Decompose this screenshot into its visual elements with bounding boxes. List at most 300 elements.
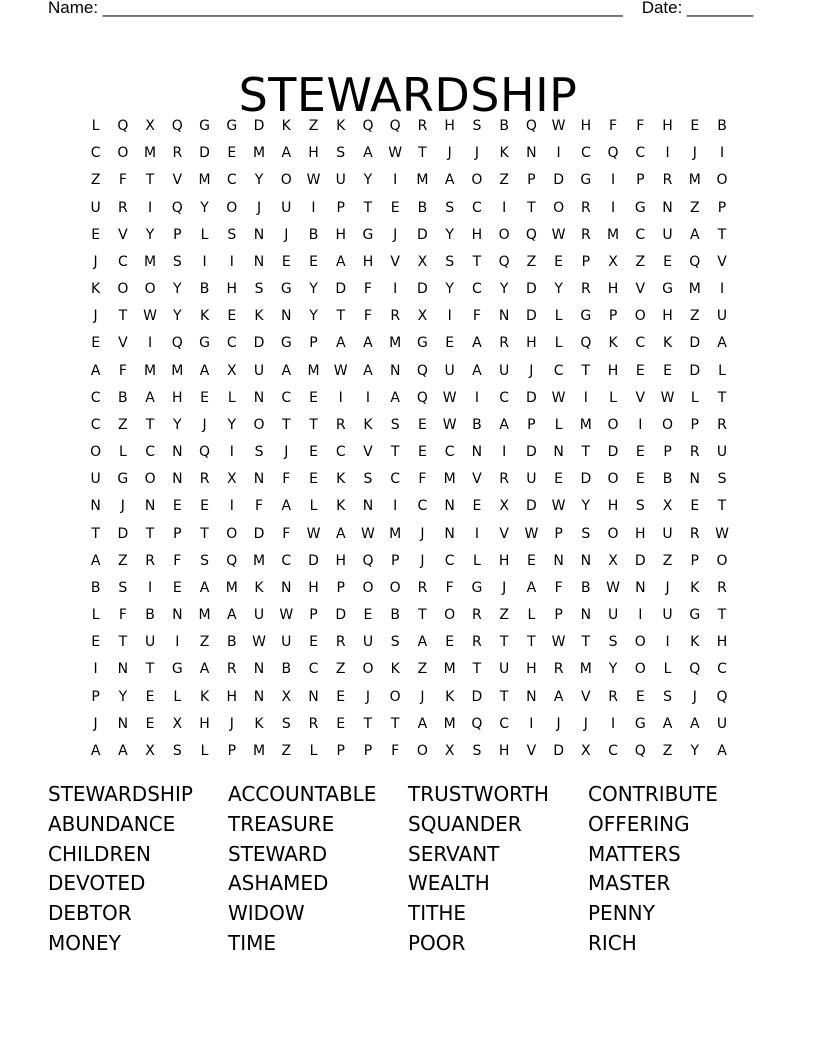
grid-letter: T <box>717 226 727 243</box>
grid-letter: J <box>692 688 697 705</box>
grid-letter: T <box>309 416 318 433</box>
grid-letter: Y <box>445 226 454 243</box>
grid-letter: O <box>117 281 129 298</box>
grid-letter: S <box>172 253 182 270</box>
grid-letter: U <box>716 308 728 325</box>
grid-row <box>82 412 736 439</box>
grid-letter: Z <box>526 253 537 270</box>
grid-letter: D <box>117 525 129 542</box>
grid-letter: H <box>335 552 346 569</box>
grid-letter: A <box>118 742 128 759</box>
grid-row <box>82 711 736 738</box>
grid-row <box>82 303 736 330</box>
grid-letter: L <box>554 308 563 325</box>
grid-letter: O <box>716 552 728 569</box>
grid-letter: E <box>635 362 645 379</box>
grid-letter: F <box>118 362 127 379</box>
grid-letter: N <box>117 661 129 678</box>
grid-letter: C <box>90 389 101 406</box>
grid-letter: U <box>662 226 673 243</box>
grid-letter: T <box>581 362 591 379</box>
grid-letter: E <box>227 308 237 325</box>
grid-letter: D <box>253 525 265 542</box>
grid-letter: G <box>634 715 646 732</box>
grid-letter: O <box>226 525 238 542</box>
grid-letter: L <box>527 607 536 624</box>
word-bank-item: DEVOTED <box>48 871 146 896</box>
grid-letter: T <box>390 715 400 732</box>
grid-letter: M <box>144 253 157 270</box>
grid-letter: N <box>389 362 401 379</box>
grid-letter: X <box>281 688 292 705</box>
grid-letter: X <box>662 498 673 515</box>
grid-letter: B <box>118 389 128 406</box>
grid-letter: E <box>663 253 672 270</box>
grid-letter: I <box>474 389 479 406</box>
grid-letter: M <box>225 579 238 596</box>
grid-letter: C <box>417 498 428 515</box>
grid-letter: K <box>690 634 700 651</box>
grid-letter: C <box>117 253 128 270</box>
grid-letter: Y <box>145 226 155 243</box>
grid-letter: N <box>253 661 265 678</box>
grid-letter: I <box>393 281 398 298</box>
grid-letter: U <box>716 715 728 732</box>
grid-letter: P <box>717 199 727 216</box>
grid-letter: L <box>227 389 236 406</box>
grid-letter: Q <box>525 118 537 134</box>
grid-letter: N <box>580 552 592 569</box>
grid-letter: P <box>336 199 345 216</box>
grid-letter: W <box>660 389 675 406</box>
grid-letter: D <box>471 688 483 705</box>
word-bank-item: STEWARD <box>228 841 328 866</box>
grid-letter: E <box>91 226 101 243</box>
grid-letter: V <box>172 172 183 189</box>
grid-letter: R <box>199 471 210 488</box>
grid-row <box>82 629 736 656</box>
grid-letter: S <box>254 281 264 298</box>
grid-letter: H <box>662 308 673 325</box>
grid-letter: A <box>281 362 292 379</box>
grid-letter: N <box>172 444 183 461</box>
grid-row <box>82 521 736 548</box>
grid-letter: Y <box>499 281 509 298</box>
grid-letter: I <box>611 715 616 732</box>
grid-letter: R <box>580 281 591 298</box>
grid-letter: R <box>308 715 319 732</box>
grid-letter: U <box>526 471 537 488</box>
grid-letter: N <box>172 471 183 488</box>
grid-letter: A <box>717 742 727 759</box>
grid-letter: E <box>309 444 318 461</box>
grid-letter: V <box>390 253 400 270</box>
grid-letter: E <box>309 253 318 270</box>
grid-row <box>82 113 736 140</box>
grid-letter: B <box>145 607 155 624</box>
grid-letter: I <box>148 199 153 216</box>
grid-letter: M <box>252 742 266 759</box>
grid-letter: K <box>199 308 210 325</box>
grid-letter: D <box>634 552 646 569</box>
grid-letter: Y <box>254 172 264 189</box>
grid-letter: N <box>362 498 374 515</box>
grid-letter: P <box>581 253 591 270</box>
grid-letter: O <box>253 416 265 433</box>
grid-letter: Z <box>417 661 428 678</box>
grid-letter: P <box>554 607 563 624</box>
grid-letter: H <box>662 118 673 134</box>
grid-row <box>82 276 736 303</box>
grid-letter: I <box>148 335 153 352</box>
grid-letter: M <box>607 226 620 243</box>
grid-letter: I <box>665 634 670 651</box>
grid-letter: E <box>281 253 291 270</box>
grid-letter: O <box>716 172 728 189</box>
grid-letter: J <box>393 226 398 243</box>
grid-letter: C <box>635 145 646 162</box>
grid-letter: R <box>117 199 128 216</box>
grid-letter: E <box>200 498 209 515</box>
grid-letter: D <box>580 471 592 488</box>
grid-letter: P <box>91 688 100 705</box>
grid-letter: T <box>499 688 509 705</box>
grid-letter: D <box>199 145 210 162</box>
grid-letter: T <box>118 308 128 325</box>
puzzle-title: STEWARDSHIP <box>238 67 578 122</box>
grid-letter: R <box>499 335 509 352</box>
grid-letter: K <box>254 579 264 596</box>
grid-letter: L <box>554 335 563 352</box>
grid-letter: I <box>719 281 725 298</box>
grid-letter: C <box>390 471 401 488</box>
grid-letter: I <box>502 444 507 461</box>
grid-letter: D <box>607 444 619 461</box>
grid-letter: P <box>309 607 318 624</box>
grid-letter: J <box>284 226 289 243</box>
grid-letter: Y <box>608 661 618 678</box>
grid-row <box>82 358 736 385</box>
grid-letter: Q <box>117 118 129 134</box>
grid-letter: S <box>281 715 291 732</box>
grid-letter: N <box>662 199 673 216</box>
grid-letter: P <box>309 335 318 352</box>
grid-letter: R <box>499 471 509 488</box>
word-bank-item: CHILDREN <box>48 841 151 866</box>
grid-letter: S <box>390 634 400 651</box>
grid-letter: B <box>90 579 101 596</box>
grid-letter: K <box>662 335 673 352</box>
grid-letter: U <box>281 634 292 651</box>
grid-letter: S <box>336 145 346 162</box>
grid-letter: W <box>442 389 457 406</box>
grid-letter: Y <box>309 308 318 325</box>
grid-letter: R <box>417 579 428 596</box>
grid-letter: N <box>444 525 455 542</box>
grid-row <box>82 575 736 602</box>
grid-letter: T <box>717 607 727 624</box>
grid-letter: K <box>336 498 346 515</box>
grid-letter: E <box>690 118 700 134</box>
grid-letter: F <box>391 742 400 759</box>
grid-letter: P <box>690 552 699 569</box>
grid-letter: G <box>362 226 374 243</box>
grid-letter: I <box>719 145 725 162</box>
grid-letter: F <box>554 579 563 596</box>
grid-letter: I <box>638 607 643 624</box>
grid-letter: S <box>472 118 482 134</box>
grid-letter: F <box>118 172 127 189</box>
grid-letter: A <box>417 715 428 732</box>
grid-letter: M <box>579 416 592 433</box>
grid-row <box>82 548 736 575</box>
grid-letter: Q <box>498 253 510 270</box>
grid-letter: P <box>336 742 345 759</box>
grid-letter: C <box>472 199 482 216</box>
grid-letter: F <box>173 552 182 569</box>
grid-letter: J <box>692 145 697 162</box>
grid-letter: S <box>663 688 672 705</box>
grid-letter: H <box>471 226 483 243</box>
grid-letter: D <box>253 118 265 134</box>
grid-letter: P <box>527 416 536 433</box>
grid-letter: K <box>281 118 291 134</box>
grid-letter: I <box>638 416 643 433</box>
grid-letter: Q <box>226 552 238 569</box>
grid-row <box>82 602 736 629</box>
grid-letter: W <box>606 579 620 596</box>
grid-letter: T <box>145 661 155 678</box>
grid-letter: G <box>280 335 292 352</box>
grid-letter: U <box>499 362 510 379</box>
grid-letter: C <box>226 335 237 352</box>
word-bank-item: WIDOW <box>228 901 305 926</box>
grid-letter: G <box>662 281 673 298</box>
grid-letter: Q <box>689 253 701 270</box>
grid-letter: C <box>281 552 292 569</box>
grid-letter: Z <box>118 416 128 433</box>
grid-letter: Q <box>416 389 428 406</box>
grid-letter: F <box>472 308 481 325</box>
grid-letter: E <box>663 362 672 379</box>
grid-letter: M <box>144 362 157 379</box>
grid-letter: R <box>172 145 183 162</box>
grid-letter: H <box>526 335 537 352</box>
grid-letter: Q <box>580 335 592 352</box>
grid-letter: G <box>580 172 592 189</box>
word-bank-item: MASTER <box>588 871 671 896</box>
grid-letter: W <box>551 498 566 515</box>
grid-letter: Z <box>689 199 700 216</box>
grid-letter: W <box>551 389 566 406</box>
grid-letter: S <box>635 498 645 515</box>
grid-letter: H <box>607 498 619 515</box>
grid-letter: U <box>362 634 374 651</box>
grid-letter: R <box>717 416 727 433</box>
grid-row <box>82 195 736 222</box>
grid-letter: C <box>444 552 455 569</box>
grid-letter: O <box>280 172 292 189</box>
grid-letter: C <box>145 444 155 461</box>
grid-letter: L <box>200 226 209 243</box>
grid-letter: E <box>145 688 155 705</box>
grid-letter: S <box>172 742 182 759</box>
grid-letter: C <box>335 444 346 461</box>
grid-letter: K <box>499 145 509 162</box>
grid-letter: W <box>306 172 321 189</box>
grid-letter: D <box>689 362 701 379</box>
grid-letter: Z <box>499 172 509 189</box>
grid-letter: L <box>91 607 100 624</box>
grid-letter: T <box>390 444 400 461</box>
grid-letter: M <box>416 172 429 189</box>
grid-letter: Z <box>689 308 700 325</box>
grid-letter: C <box>444 444 455 461</box>
grid-letter: R <box>608 688 618 705</box>
grid-letter: A <box>90 742 101 759</box>
grid-letter: H <box>635 525 646 542</box>
grid-letter: J <box>583 715 588 732</box>
grid-letter: M <box>307 362 320 379</box>
grid-letter: O <box>90 444 102 461</box>
grid-letter: K <box>254 308 264 325</box>
grid-letter: R <box>335 416 346 433</box>
grid-letter: J <box>420 552 425 569</box>
grid-letter: E <box>445 335 455 352</box>
grid-letter: W <box>551 226 566 243</box>
grid-letter: Q <box>634 742 646 759</box>
grid-letter: N <box>90 498 101 515</box>
grid-letter: A <box>363 362 373 379</box>
grid-letter: I <box>202 253 207 270</box>
grid-letter: Y <box>200 199 209 216</box>
grid-letter: M <box>688 281 701 298</box>
grid-letter: P <box>554 525 563 542</box>
grid-letter: W <box>551 634 566 651</box>
grid-letter: J <box>556 715 561 732</box>
grid-letter: B <box>417 199 428 216</box>
grid-letter: T <box>200 525 209 542</box>
grid-letter: L <box>609 389 617 406</box>
grid-letter: T <box>281 416 291 433</box>
grid-letter: M <box>389 335 402 352</box>
grid-letter: A <box>472 362 482 379</box>
grid-letter: N <box>526 145 537 162</box>
grid-row <box>82 249 736 276</box>
grid-letter: A <box>90 362 101 379</box>
grid-letter: K <box>91 281 101 298</box>
grid-letter: W <box>524 525 539 542</box>
grid-letter: G <box>117 471 129 488</box>
grid-letter: Q <box>199 444 211 461</box>
grid-letter: V <box>526 742 537 759</box>
grid-letter: T <box>145 172 155 189</box>
grid-letter: H <box>444 118 455 134</box>
grid-letter: W <box>715 525 729 542</box>
grid-letter: U <box>253 362 265 379</box>
grid-letter: O <box>226 199 238 216</box>
grid-letter: E <box>690 498 700 515</box>
grid-letter: T <box>717 498 727 515</box>
grid-letter: S <box>608 634 618 651</box>
grid-letter: S <box>717 471 727 488</box>
grid-letter: E <box>418 444 427 461</box>
grid-letter: I <box>148 579 153 596</box>
grid-letter: P <box>173 226 182 243</box>
grid-letter: M <box>389 525 402 542</box>
grid-letter: P <box>663 444 672 461</box>
grid-letter: X <box>444 742 455 759</box>
grid-letter: C <box>580 145 591 162</box>
grid-letter: P <box>690 416 699 433</box>
grid-letter: T <box>363 199 373 216</box>
grid-letter: E <box>145 715 155 732</box>
grid-letter: A <box>335 525 346 542</box>
grid-letter: E <box>554 471 564 488</box>
grid-letter: K <box>690 579 700 596</box>
grid-letter: S <box>445 199 455 216</box>
grid-letter: F <box>282 471 291 488</box>
grid-letter: O <box>444 607 456 624</box>
grid-letter: V <box>581 688 591 705</box>
grid-letter: R <box>689 444 700 461</box>
grid-letter: O <box>607 416 619 433</box>
grid-letter: L <box>472 552 481 569</box>
grid-letter: A <box>662 715 673 732</box>
grid-letter: D <box>308 552 319 569</box>
grid-letter: O <box>634 308 646 325</box>
grid-letter: I <box>338 389 343 406</box>
grid-letter: B <box>308 226 319 243</box>
grid-letter: E <box>336 715 346 732</box>
grid-letter: O <box>634 634 646 651</box>
grid-letter: H <box>172 389 183 406</box>
grid-letter: J <box>502 579 507 596</box>
grid-letter: B <box>499 118 509 134</box>
grid-letter: S <box>254 444 264 461</box>
grid-letter: D <box>689 335 701 352</box>
grid-letter: A <box>689 715 700 732</box>
grid-letter: Q <box>416 362 428 379</box>
grid-letter: A <box>390 389 400 406</box>
grid-letter: D <box>525 444 537 461</box>
grid-letter: K <box>199 688 210 705</box>
grid-letter: J <box>120 498 125 515</box>
grid-letter: I <box>474 525 479 542</box>
word-bank-item: WEALTH <box>408 871 490 896</box>
grid-letter: M <box>443 661 456 678</box>
grid-letter: Z <box>90 172 101 189</box>
grid-letter: C <box>308 661 319 678</box>
grid-letter: U <box>499 661 510 678</box>
grid-letter: F <box>445 579 454 596</box>
grid-letter: P <box>173 525 182 542</box>
grid-letter: I <box>393 498 398 515</box>
grid-letter: U <box>90 471 101 488</box>
grid-letter: U <box>335 172 346 189</box>
grid-letter: E <box>635 444 645 461</box>
word-bank-item: OFFERING <box>588 811 690 836</box>
grid-letter: A <box>689 226 700 243</box>
grid-letter: E <box>526 552 536 569</box>
word-bank-item: TITHE <box>408 901 467 926</box>
grid-letter: N <box>471 444 483 461</box>
grid-letter: G <box>634 199 646 216</box>
grid-letter: J <box>420 525 425 542</box>
grid-letter: O <box>362 661 374 678</box>
grid-letter: F <box>609 118 618 134</box>
grid-letter: Z <box>281 742 292 759</box>
